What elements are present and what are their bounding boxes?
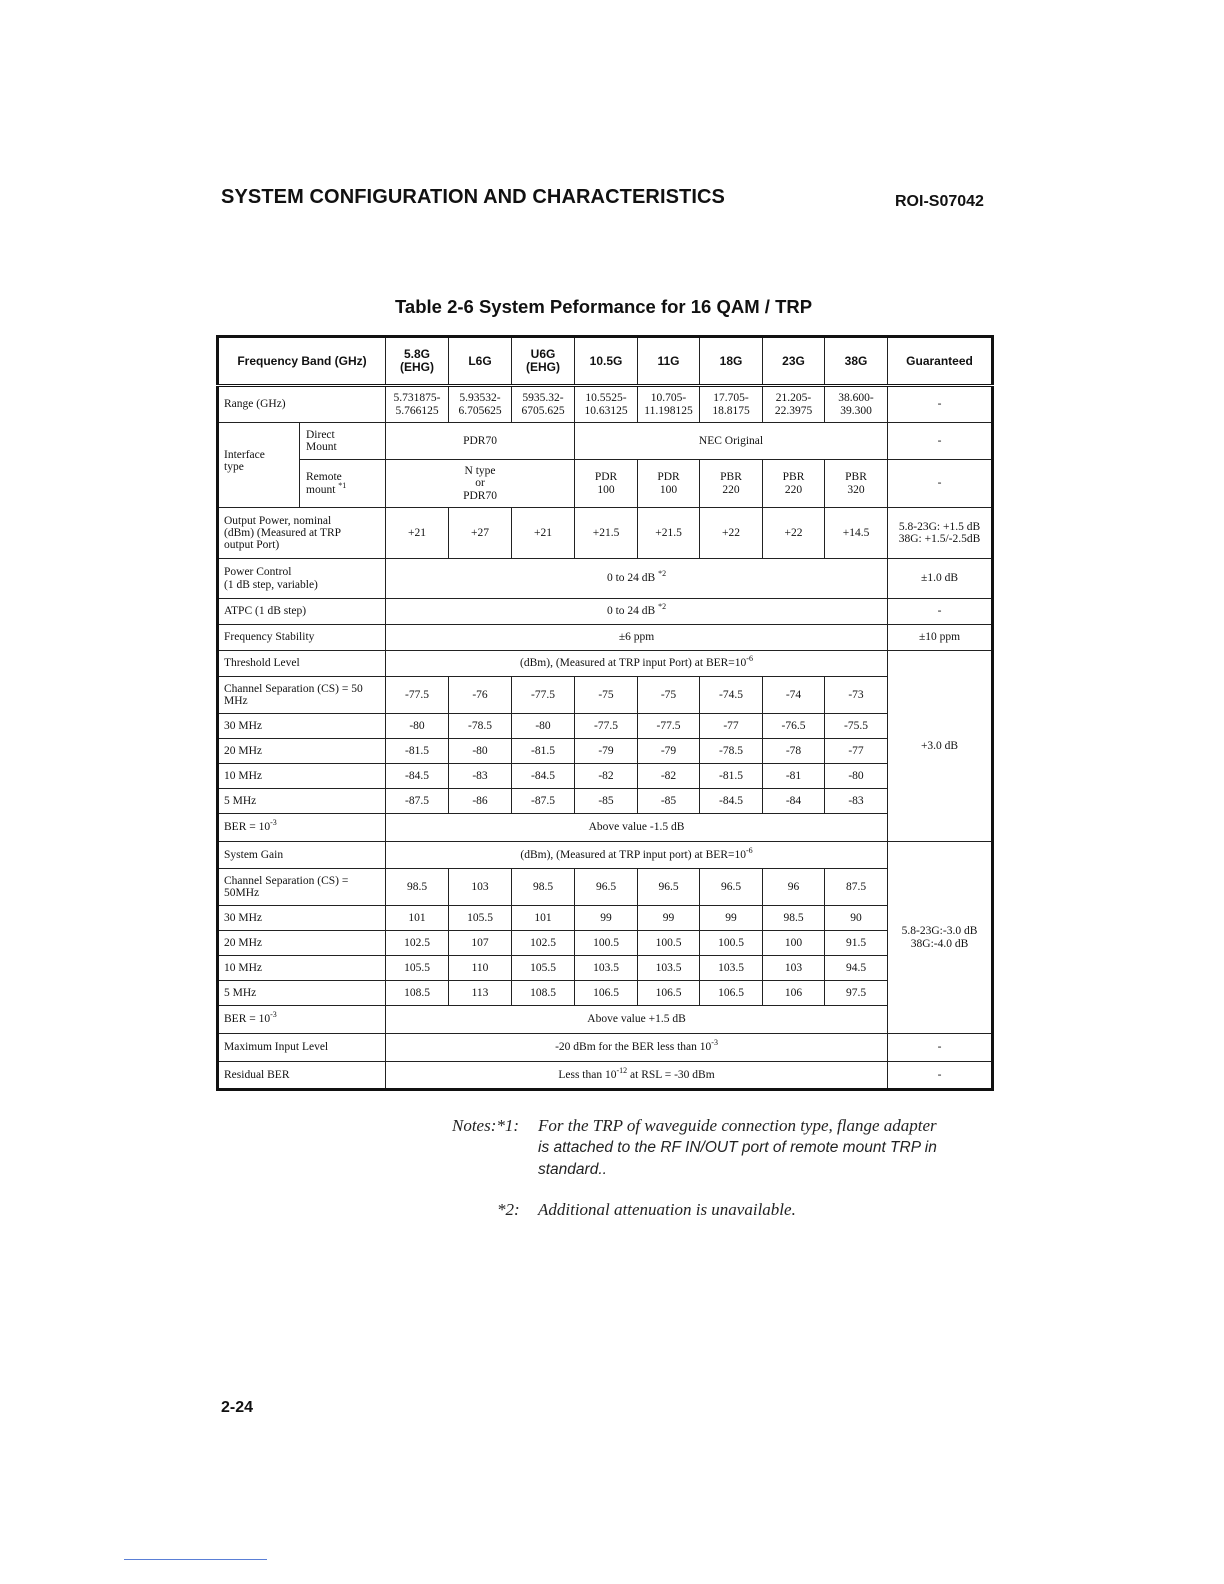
table-cell: 96	[763, 869, 825, 906]
table-row-frequency-stability	[218, 625, 993, 651]
table-cell: +21.5	[638, 508, 700, 559]
guaranteed-cell: -	[888, 1034, 993, 1062]
table-cell: -77.5	[386, 677, 449, 714]
table-cell: +21	[386, 508, 449, 559]
table-cell: -77	[700, 714, 763, 739]
table-cell: Less than $10^{-12}$ at RSL = -30 dBm	[386, 1062, 888, 1090]
row-label: 10 MHz	[218, 764, 386, 789]
footer-rule	[124, 1559, 267, 1560]
row-label: Output Power, nominal (dBm) (Measured at TRP output Port)	[218, 508, 386, 559]
table-cell: 91.5	[825, 931, 888, 956]
table-cell: 94.5	[825, 956, 888, 981]
table-row	[218, 981, 993, 1006]
row-label: Channel Separation (CS) = 50MHz	[218, 869, 386, 906]
guaranteed-cell: -	[888, 386, 993, 423]
guaranteed-cell: 5.8-23G:-3.0 dB 38G:-4.0 dB	[888, 842, 993, 1034]
table-cell: 108.5	[512, 981, 575, 1006]
table-cell: 106	[763, 981, 825, 1006]
table-cell: -81	[763, 764, 825, 789]
row-sublabel-direct-mount: Direct Mount	[300, 423, 386, 460]
table-cell: 5.93532- 6.705625	[449, 386, 512, 423]
header-band: L6G	[449, 337, 512, 386]
table-cell: -87.5	[512, 789, 575, 814]
table-cell: 105.5	[386, 956, 449, 981]
table-cell: 98.5	[512, 869, 575, 906]
table-cell: ±6 ppm	[386, 625, 888, 651]
table-cell: 99	[638, 906, 700, 931]
note-1-marker: Notes:*1:	[452, 1116, 520, 1135]
table-cell: 102.5	[512, 931, 575, 956]
row-label: 30 MHz	[218, 906, 386, 931]
guaranteed-cell: ±10 ppm	[888, 625, 993, 651]
table-row-output-power	[218, 508, 993, 559]
table-row	[218, 869, 993, 906]
table-cell: 0 to 24 dB $^{*2}$	[386, 599, 888, 625]
table-cell: -82	[638, 764, 700, 789]
row-label: Range (GHz)	[218, 386, 386, 423]
row-label: System Gain	[218, 842, 386, 869]
table-cell: -77	[825, 739, 888, 764]
table-cell: Above value +1.5 dB	[386, 1006, 888, 1034]
header-band: 10.5G	[575, 337, 638, 386]
table-row	[218, 789, 993, 814]
table-row	[218, 764, 993, 789]
table-cell: PDR70	[386, 423, 575, 460]
note-2-marker: *2:	[497, 1200, 520, 1219]
table-cell: 38.600- 39.300	[825, 386, 888, 423]
table-cell: +27	[449, 508, 512, 559]
table-cell: -78.5	[449, 714, 512, 739]
table-cell: 106.5	[575, 981, 638, 1006]
table-row-power-control	[218, 559, 993, 599]
table-cell: 103.5	[638, 956, 700, 981]
table-cell: -84.5	[512, 764, 575, 789]
table-cell: 97.5	[825, 981, 888, 1006]
table-row-interface-remote	[218, 460, 993, 508]
table-row-atpc	[218, 599, 993, 625]
table-row	[218, 956, 993, 981]
table-cell: +22	[700, 508, 763, 559]
table-cell: PDR 100	[638, 460, 700, 508]
table-cell: 110	[449, 956, 512, 981]
table-cell: -83	[449, 764, 512, 789]
table-cell: 98.5	[386, 869, 449, 906]
table-cell: 87.5	[825, 869, 888, 906]
row-label: Channel Separation (CS) = 50 MHz	[218, 677, 386, 714]
row-label: Power Control (1 dB step, variable)	[218, 559, 386, 599]
table-cell: 21.205- 22.3975	[763, 386, 825, 423]
note-2-text: Additional attenuation is unavailable.	[538, 1200, 796, 1219]
table-cell: -75	[638, 677, 700, 714]
table-row-system-gain	[218, 842, 993, 869]
table-cell: 103	[449, 869, 512, 906]
table-cell: -79	[638, 739, 700, 764]
table-cell: 108.5	[386, 981, 449, 1006]
table-title: Table 2-6 System Peformance for 16 QAM / TRP	[395, 296, 813, 317]
row-label: 5 MHz	[218, 981, 386, 1006]
row-label: 5 MHz	[218, 789, 386, 814]
guaranteed-cell: +3.0 dB	[888, 651, 993, 842]
table-cell: -84.5	[700, 789, 763, 814]
table-row	[218, 931, 993, 956]
table-cell: 101	[386, 906, 449, 931]
table-cell: -20 dBm for the BER less than $10^{-3}$	[386, 1034, 888, 1062]
table-cell: 103.5	[575, 956, 638, 981]
row-label: 20 MHz	[218, 931, 386, 956]
table-cell: -80	[386, 714, 449, 739]
table-cell: 96.5	[700, 869, 763, 906]
header-guaranteed: Guaranteed	[888, 337, 993, 386]
table-cell: 17.705- 18.8175	[700, 386, 763, 423]
header-band: 11G	[638, 337, 700, 386]
table-cell: 5.731875- 5.766125	[386, 386, 449, 423]
table-cell: +14.5	[825, 508, 888, 559]
row-label-interface-type: Interface type	[218, 423, 300, 508]
table-cell: -81.5	[700, 764, 763, 789]
table-cell: 103	[763, 956, 825, 981]
table-cell: 0 to 24 dB $^{*2}$	[386, 559, 888, 599]
table-cell: -80	[825, 764, 888, 789]
table-cell: PDR 100	[575, 460, 638, 508]
table-cell: -78.5	[700, 739, 763, 764]
header-band: 5.8G (EHG)	[386, 337, 449, 386]
table-row-residual-ber	[218, 1062, 993, 1090]
row-sublabel-remote-mount: Remote mount $^{*1}$	[300, 460, 386, 508]
row-label: Maximum Input Level	[218, 1034, 386, 1062]
table-cell: -84	[763, 789, 825, 814]
table-cell: 105.5	[449, 906, 512, 931]
table-cell: PBR 220	[763, 460, 825, 508]
table-cell: NEC Original	[575, 423, 888, 460]
table-cell: 101	[512, 906, 575, 931]
table-cell: 105.5	[512, 956, 575, 981]
table-cell: PBR 220	[700, 460, 763, 508]
table-cell: -77.5	[638, 714, 700, 739]
table-row-interface-direct	[218, 423, 993, 460]
table-cell: -83	[825, 789, 888, 814]
header-band: 38G	[825, 337, 888, 386]
table-row	[218, 677, 993, 714]
table-cell: -79	[575, 739, 638, 764]
table-row-range	[218, 386, 993, 423]
header-frequency-band: Frequency Band (GHz)	[218, 337, 386, 386]
row-label: Frequency Stability	[218, 625, 386, 651]
table-cell: 98.5	[763, 906, 825, 931]
table-cell: 106.5	[700, 981, 763, 1006]
table-cell: 103.5	[700, 956, 763, 981]
table-cell: -85	[638, 789, 700, 814]
table-cell: 10.5525- 10.63125	[575, 386, 638, 423]
guaranteed-cell: -	[888, 423, 993, 460]
table-cell: -80	[449, 739, 512, 764]
table-cell: -85	[575, 789, 638, 814]
table-cell: 107	[449, 931, 512, 956]
table-cell: 90	[825, 906, 888, 931]
table-cell: -76	[449, 677, 512, 714]
row-label: 10 MHz	[218, 956, 386, 981]
guaranteed-cell: -	[888, 599, 993, 625]
table-cell: 113	[449, 981, 512, 1006]
guaranteed-cell: ±1.0 dB	[888, 559, 993, 599]
table-cell: -75.5	[825, 714, 888, 739]
table-cell: -77.5	[575, 714, 638, 739]
table-cell: 96.5	[638, 869, 700, 906]
table-cell: -77.5	[512, 677, 575, 714]
table-cell: (dBm), (Measured at TRP input Port) at $BER=10^{-6}$	[386, 651, 888, 677]
table-cell: 100	[763, 931, 825, 956]
table-cell: +21.5	[575, 508, 638, 559]
header-band: U6G (EHG)	[512, 337, 575, 386]
table-row	[218, 739, 993, 764]
table-cell: -87.5	[386, 789, 449, 814]
table-row	[218, 714, 993, 739]
header-band: 18G	[700, 337, 763, 386]
table-cell: +22	[763, 508, 825, 559]
table-cell: 99	[700, 906, 763, 931]
table-cell: -80	[512, 714, 575, 739]
table-cell: PBR 320	[825, 460, 888, 508]
document-code: ROI-S07042	[895, 193, 984, 210]
row-label: Threshold Level	[218, 651, 386, 677]
table-row-system-gain-ber	[218, 1006, 993, 1034]
table-cell: -82	[575, 764, 638, 789]
page-number: 2-24	[221, 1399, 254, 1416]
guaranteed-cell: -	[888, 460, 993, 508]
table-cell: 10.705- 11.198125	[638, 386, 700, 423]
table-cell: 100.5	[575, 931, 638, 956]
row-label: ATPC (1 dB step)	[218, 599, 386, 625]
row-label: BER = $10^{-3}$	[218, 814, 386, 842]
table-cell: 100.5	[700, 931, 763, 956]
note-1-text: For the TRP of waveguide connection type, flange adapter is attached to the RF IN/OUT port of remote mount TRP in standard..	[538, 1116, 937, 1178]
table-cell: 102.5	[386, 931, 449, 956]
table-row-threshold	[218, 651, 993, 677]
table-cell: Above value -1.5 dB	[386, 814, 888, 842]
table-cell: -75	[575, 677, 638, 714]
table-cell: -81.5	[512, 739, 575, 764]
header-band: 23G	[763, 337, 825, 386]
table-cell: -81.5	[386, 739, 449, 764]
row-label: BER = $10^{-3}$	[218, 1006, 386, 1034]
table-row	[218, 906, 993, 931]
table-cell: -73	[825, 677, 888, 714]
row-label: 30 MHz	[218, 714, 386, 739]
table-cell: -74.5	[700, 677, 763, 714]
table-cell: -76.5	[763, 714, 825, 739]
table-cell: (dBm), (Measured at TRP input port) at $BER=10^{-6}$	[386, 842, 888, 869]
table-cell: -78	[763, 739, 825, 764]
table-cell: 5935.32- 6705.625	[512, 386, 575, 423]
table-cell: 99	[575, 906, 638, 931]
table-cell: -86	[449, 789, 512, 814]
table-cell: -84.5	[386, 764, 449, 789]
section-title: SYSTEM CONFIGURATION AND CHARACTERISTICS	[221, 186, 725, 208]
performance-table	[216, 335, 994, 1091]
table-cell: 106.5	[638, 981, 700, 1006]
guaranteed-cell: -	[888, 1062, 993, 1090]
table-cell: +21	[512, 508, 575, 559]
row-label: Residual BER	[218, 1062, 386, 1090]
table-header-row	[218, 337, 993, 386]
table-cell: N type or PDR70	[386, 460, 575, 508]
table-row-max-input	[218, 1034, 993, 1062]
row-label: 20 MHz	[218, 739, 386, 764]
guaranteed-cell: 5.8-23G: +1.5 dB 38G: +1.5/-2.5dB	[888, 508, 993, 559]
table-cell: 96.5	[575, 869, 638, 906]
table-row-threshold-ber	[218, 814, 993, 842]
table-cell: -74	[763, 677, 825, 714]
table-cell: 100.5	[638, 931, 700, 956]
